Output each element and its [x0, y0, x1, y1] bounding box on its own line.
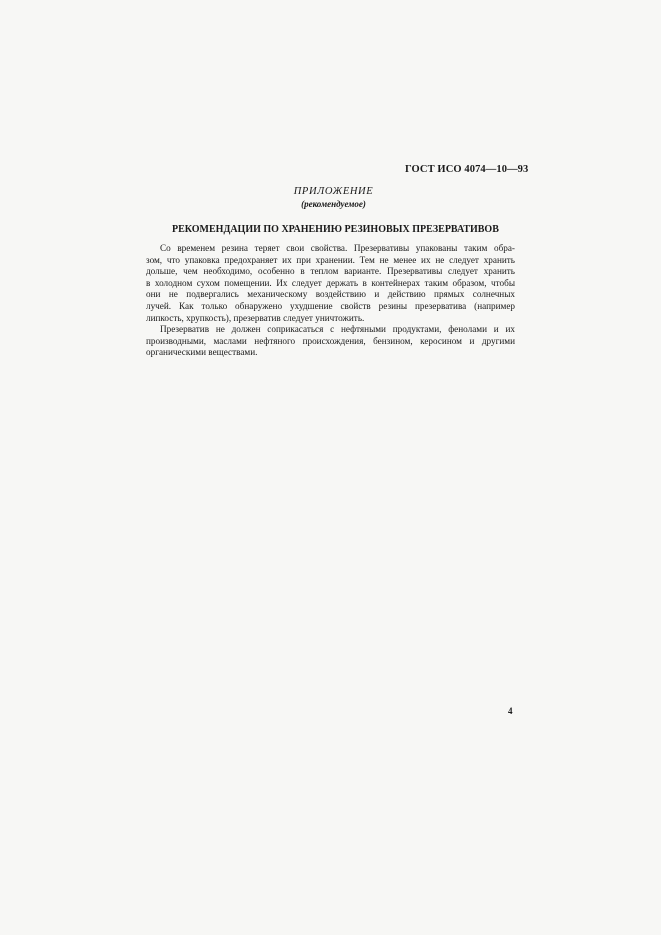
- page-number: 4: [508, 706, 513, 716]
- paragraph-1-line: липкость, хрупкость), презерватив следует уничтожить.: [146, 312, 365, 323]
- paragraph-1-line: дольше, чем необходимо, особенно в теплом варианте. Презервативы следует хранить: [146, 266, 515, 277]
- paragraph-1-line: Со временем резина теряет свои свойства. Презервативы упакованы таким обра-: [160, 243, 515, 253]
- section-heading: РЕКОМЕНДАЦИИ ПО ХРАНЕНИЮ РЕЗИНОВЫХ ПРЕЗЕРВАТИВОВ: [172, 224, 499, 235]
- paragraph-1-line: лучей. Как только обнаружено ухудшение свойств резины презерватива (например: [146, 300, 515, 311]
- paragraph-2-line: органическими веществами.: [146, 347, 258, 358]
- appendix-title: ПРИЛОЖЕНИЕ: [293, 186, 374, 197]
- standard-code: ГОСТ ИСО 4074—10—93: [405, 164, 529, 175]
- paragraph-2-line: Презерватив не должен соприкасаться с нефтяными продуктами, фенолами и их: [160, 324, 515, 335]
- body-text: [146, 243, 515, 359]
- paragraph-2-line: производными, маслами нефтяного происхождения, бензином, керосином и другими: [146, 335, 515, 346]
- paragraph-1-line: зом, что упаковка предохраняет их при хранении. Тем не менее их не следует хранить: [146, 254, 515, 265]
- paragraph-1-line: они не подвергались механическому воздействию и действию прямых солнечных: [146, 289, 515, 300]
- paragraph-1-line: в холодном сухом помещении. Их следует держать в контейнерах таким образом, чтобы: [146, 277, 515, 288]
- appendix-status: (рекомендуемое): [301, 199, 366, 209]
